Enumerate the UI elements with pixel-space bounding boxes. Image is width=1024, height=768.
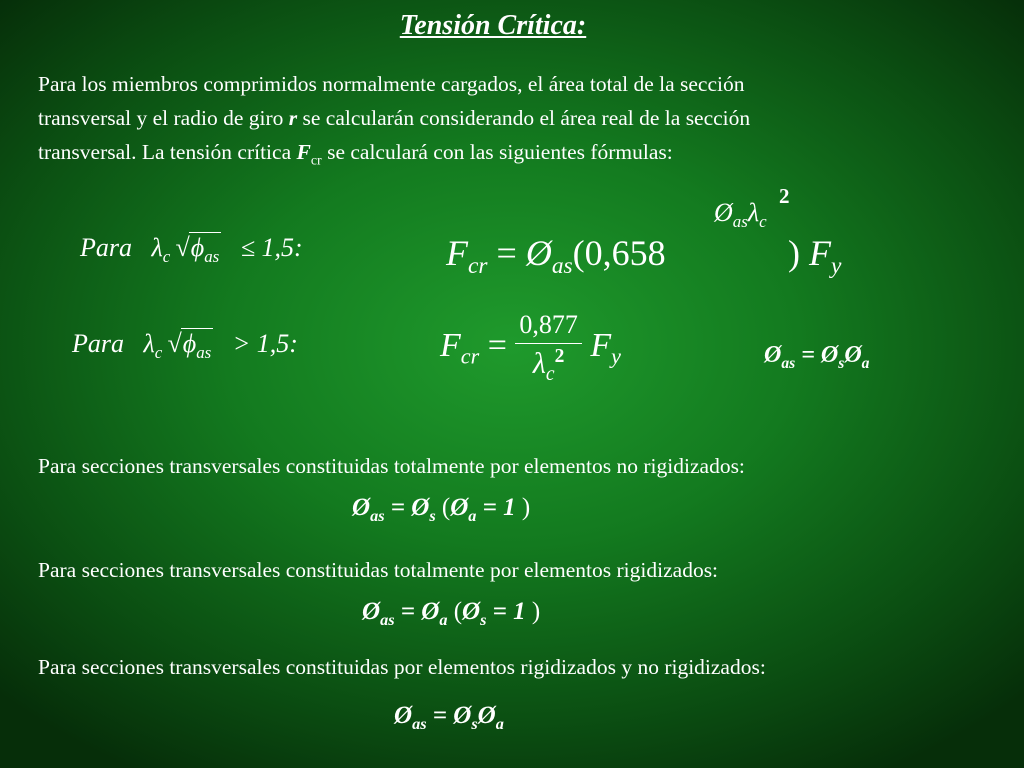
intro-line-1: Para los miembros comprimidos normalmente cargados, el área total de la sección [38,72,745,96]
denominator-power: 2 [554,346,565,367]
section-1-formula [352,494,530,526]
formula-1-base: (0,658 [572,233,666,273]
s3-phi-sub: as [412,715,427,733]
exponent-phi: Ø [714,198,733,227]
intro-line-3-end: se calculará con las siguientes fórmulas: [327,140,673,164]
s1-phi-sub: as [370,507,385,525]
formula-2-lhs: F [440,326,461,364]
formula-1-equals: = [496,233,517,273]
exponent-phi-sub: as [732,212,748,232]
condition-1-radicand [189,232,222,267]
s2-paren-phi: Ø [462,598,481,625]
formula-1-phi: Ø [525,233,552,273]
s1-paren-sub: a [468,507,477,525]
condition-1-relation: ≤ 1,5: [240,233,303,262]
formula-2-rhs: F [590,326,612,364]
exponent-power: 2 [779,184,790,208]
formula-2 [440,310,621,386]
formula-1-lhs-sub: cr [468,253,488,280]
section-2-text: Para secciones transversales constituidas totalmente por elementos rigidizados: [38,558,719,582]
s1-equals: = Ø [390,494,430,521]
formula-1-rhs: F [809,233,831,273]
section-1-text: Para secciones transversales constituidas totalmente por elementos no rigidizados: [38,454,745,478]
fraction-denominator [515,344,582,386]
condition-1-para: Para [80,233,132,262]
intro-line-2 [38,106,750,131]
s2-rhs-sub: a [439,611,448,629]
phi-as: Ø [764,342,782,368]
s1-phi: Ø [352,494,371,521]
phi-as-sub: as [781,354,796,372]
s2-equals: = Ø [400,598,440,625]
formula-1-close: ) [788,233,800,273]
s3-a-sub: a [495,715,504,733]
condition-1-lambda-sub: c [162,247,171,267]
intro-line-3-start: transversal. La tensión crítica [38,140,292,164]
condition-2-relation: > 1,5: [232,329,298,358]
phi-s-sub: s [838,354,845,372]
formula-1-exponent [714,198,767,232]
sqrt-sign: √ [175,233,190,262]
phi-a-sub: a [861,354,870,372]
s2-phi: Ø [362,598,381,625]
s2-paren-close: ) [531,598,541,625]
formula-1-tail [788,232,841,280]
formula-2-rhs-sub: y [611,343,621,369]
condition-2-phi: ϕ [182,329,197,358]
s1-paren-open: ( [441,494,451,521]
condition-2 [72,328,298,363]
condition-2-phi-sub: as [196,343,212,363]
denominator-lambda: λ [532,347,546,380]
phi-equals: = Ø [801,342,839,368]
s1-paren-phi: Ø [450,494,469,521]
formula-phi-as-product [764,342,869,373]
condition-1-phi: ϕ [190,233,205,262]
s3-phi: Ø [394,702,413,729]
denominator-lambda-sub: c [545,364,555,385]
s1-rhs-sub: s [429,507,436,525]
s3-phi-a: Ø [477,702,496,729]
intro-line-2-end: se calcularán considerando el área real de la sección [302,106,751,130]
formula-2-fraction [515,310,582,386]
exponent-lambda: λ [747,198,760,227]
condition-2-lambda-sub: c [154,343,163,363]
intro-line-2-start: transversal y el radio de giro [38,106,284,130]
formula-2-equals: = [487,326,507,364]
section-3-text: Para secciones transversales constituidas por elementos rigidizados y no rigidizados: [38,655,766,679]
condition-2-radicand [181,328,214,363]
s3-equals: = Ø [432,702,472,729]
phi-a: Ø [844,342,862,368]
condition-1-phi-sub: as [204,247,220,267]
exponent-lambda-sub: c [759,212,767,232]
formula-1 [446,232,666,280]
formula-1-rhs-sub: y [831,253,842,280]
s2-paren-sub: s [480,611,487,629]
s1-paren-close: ) [521,494,531,521]
formula-1-lhs: F [446,233,468,273]
s2-paren-eq: = 1 [492,598,526,625]
condition-2-lambda: λ [143,329,155,358]
fraction-numerator: 0,877 [515,310,582,344]
slide-title: Tensión Crítica: [399,10,587,41]
intro-line-3 [38,140,673,169]
s1-paren-eq: = 1 [482,494,516,521]
s2-phi-sub: as [380,611,395,629]
formula-2-lhs-sub: cr [460,343,480,369]
formula-1-phi-sub: as [551,253,573,280]
condition-2-para: Para [72,329,124,358]
condition-1-lambda: λ [151,233,163,262]
s2-paren-open: ( [453,598,463,625]
critical-stress-variable: F [296,140,311,164]
s3-s-sub: s [471,715,478,733]
condition-1 [80,232,303,267]
section-2-formula [362,598,540,630]
critical-stress-subscript: cr [310,153,322,169]
section-3-formula [394,702,504,734]
radius-variable: r [288,106,298,130]
sqrt-sign: √ [167,329,182,358]
